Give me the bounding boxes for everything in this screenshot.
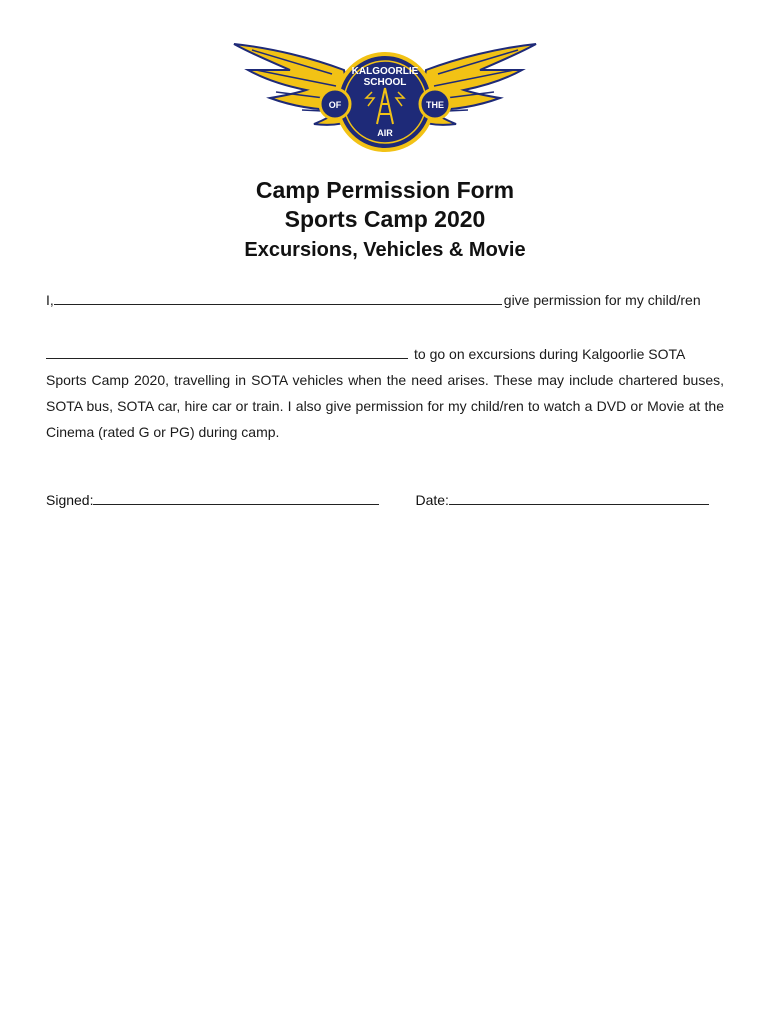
signature-row [46,492,726,508]
date-field[interactable] [449,492,709,505]
winged-emblem-icon [232,40,538,156]
line1-prefix: I, [46,292,54,308]
permission-paragraph [46,341,724,445]
signature-field[interactable] [93,492,379,505]
form-title-block [0,176,770,264]
permission-line-1 [46,292,724,308]
logo-line2: SCHOOL [363,77,407,88]
line2-suffix: to go on excursions during Kalgoorlie SOTA [414,346,686,362]
parent-name-field[interactable] [54,292,502,305]
signed-label: Signed: [46,492,94,508]
date-label: Date: [415,492,449,508]
school-logo [232,40,538,156]
form-subtitle: Excursions, Vehicles & Movie [244,239,526,261]
form-title: Camp Permission Form [255,177,515,203]
child-name-field[interactable] [46,346,408,359]
logo-right-word: THE [426,100,444,110]
form-title-event: Sports Camp 2020 [284,206,486,232]
logo-left-word: OF [328,100,342,110]
logo-line1: KALGOORLIE [351,66,419,77]
paragraph-rest: Sports Camp 2020, travelling in SOTA vehicles when the need arises. These may include chartered buses, SOTA bus, SOTA car, hire car or train. I also give permission for my child/ren to watch a DVD or Movie at the Cinema (rated G or PG) during camp. [46,372,724,440]
logo-bottom-word: AIR [377,128,393,138]
line1-suffix: give permission for my child/ren [503,292,701,308]
